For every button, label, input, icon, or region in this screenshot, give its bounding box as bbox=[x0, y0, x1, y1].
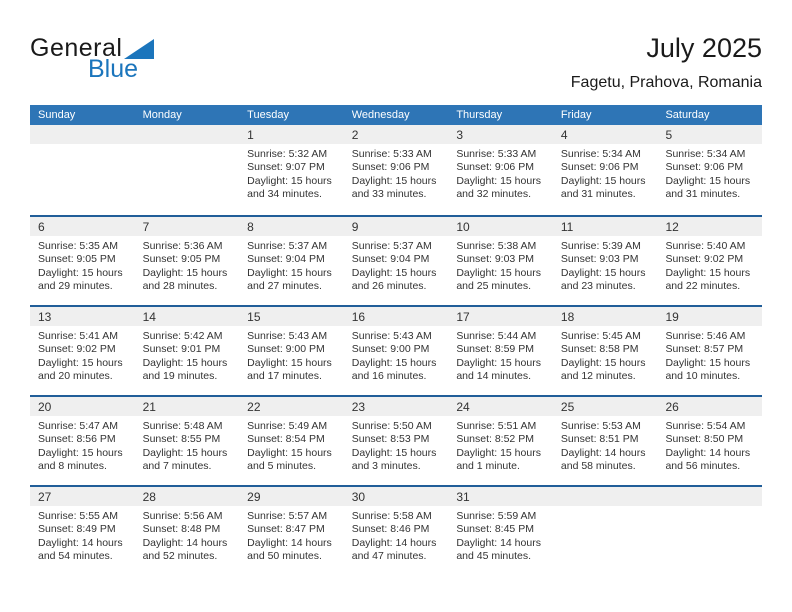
week-row bbox=[30, 125, 762, 215]
day-cell-21 bbox=[135, 397, 240, 485]
daylight-line-1: Daylight: 14 hours bbox=[142, 536, 228, 549]
sunrise-line: Sunrise: 5:41 AM bbox=[38, 330, 118, 342]
daylight-line-2: and 7 minutes. bbox=[142, 460, 212, 473]
sunrise-line: Sunrise: 5:36 AM bbox=[142, 240, 223, 252]
day-number: 10 bbox=[456, 220, 470, 234]
page-subtitle: Fagetu, Prahova, Romania bbox=[570, 74, 762, 92]
daylight-line-1: Daylight: 15 hours bbox=[142, 446, 228, 459]
sunset-line: Sunset: 8:59 PM bbox=[456, 343, 534, 356]
day-details bbox=[239, 144, 344, 202]
sunset-line: Sunset: 9:05 PM bbox=[142, 253, 221, 266]
daylight-line-1: Daylight: 15 hours bbox=[38, 266, 123, 279]
day-details bbox=[344, 506, 449, 564]
day-number: 4 bbox=[560, 128, 568, 142]
day-details bbox=[448, 144, 553, 202]
sunset-line: Sunset: 9:05 PM bbox=[38, 253, 116, 266]
day-number: 6 bbox=[38, 220, 45, 234]
sunset-line: Sunset: 8:58 PM bbox=[560, 343, 639, 356]
day-cell-empty bbox=[657, 487, 762, 575]
daylight-line-2: and 34 minutes. bbox=[247, 188, 322, 201]
day-details bbox=[344, 144, 449, 202]
day-number: 31 bbox=[456, 490, 470, 504]
daylight-line-2: and 28 minutes. bbox=[142, 280, 218, 293]
daylight-line-1: Daylight: 15 hours bbox=[456, 356, 541, 369]
daylight-line-1: Daylight: 15 hours bbox=[560, 356, 646, 369]
sunset-line: Sunset: 8:48 PM bbox=[142, 523, 221, 536]
day-cell-empty bbox=[553, 487, 658, 575]
day-cell-13 bbox=[30, 307, 135, 395]
sunrise-line: Sunrise: 5:42 AM bbox=[142, 330, 223, 342]
sunrise-line: Sunrise: 5:43 AM bbox=[247, 330, 328, 342]
sunset-line: Sunset: 9:03 PM bbox=[560, 253, 639, 266]
sunrise-line: Sunrise: 5:58 AM bbox=[351, 510, 432, 522]
day-cell-19 bbox=[657, 307, 762, 395]
day-number: 9 bbox=[351, 220, 359, 234]
sunrise-line: Sunrise: 5:53 AM bbox=[560, 420, 641, 432]
daylight-line-1: Daylight: 15 hours bbox=[351, 356, 437, 369]
day-number: 17 bbox=[456, 310, 470, 324]
daylight-line-1: Daylight: 15 hours bbox=[456, 446, 541, 459]
sunrise-line: Sunrise: 5:34 AM bbox=[665, 148, 746, 160]
day-number: 15 bbox=[247, 310, 261, 324]
day-details bbox=[448, 326, 553, 384]
daylight-line-2: and 50 minutes. bbox=[247, 550, 322, 563]
day-details bbox=[448, 236, 553, 294]
day-cell-16 bbox=[344, 307, 449, 395]
daylight-line-1: Daylight: 15 hours bbox=[38, 446, 123, 459]
daylight-line-2: and 23 minutes. bbox=[560, 280, 636, 293]
day-number: 8 bbox=[247, 220, 254, 234]
sunrise-line: Sunrise: 5:32 AM bbox=[247, 148, 328, 160]
day-details bbox=[135, 236, 240, 294]
day-details bbox=[30, 326, 135, 384]
daylight-line-2: and 5 minutes. bbox=[247, 460, 317, 473]
day-number: 16 bbox=[351, 310, 366, 324]
daylight-line-1: Daylight: 15 hours bbox=[560, 174, 646, 187]
day-cell-18 bbox=[553, 307, 658, 395]
calendar-body bbox=[30, 125, 762, 575]
day-cell-2 bbox=[344, 125, 449, 215]
day-details bbox=[239, 506, 344, 564]
day-number: 2 bbox=[351, 128, 359, 142]
day-number: 29 bbox=[247, 490, 261, 504]
daylight-line-2: and 26 minutes. bbox=[351, 280, 427, 293]
day-cell-empty bbox=[135, 125, 240, 215]
weekday-header-row bbox=[30, 105, 762, 125]
day-cell-11 bbox=[553, 217, 658, 305]
day-details bbox=[30, 416, 135, 474]
daylight-line-1: Daylight: 14 hours bbox=[351, 536, 437, 549]
day-cell-3 bbox=[448, 125, 553, 215]
day-details bbox=[239, 416, 344, 474]
day-number: 1 bbox=[247, 128, 254, 142]
day-number: 19 bbox=[665, 310, 679, 324]
daylight-line-1: Daylight: 14 hours bbox=[38, 536, 123, 549]
daylight-line-1: Daylight: 14 hours bbox=[665, 446, 751, 459]
day-cell-30 bbox=[344, 487, 449, 575]
sunset-line: Sunset: 9:00 PM bbox=[351, 343, 430, 356]
day-details bbox=[553, 416, 658, 474]
day-cell-28 bbox=[135, 487, 240, 575]
daylight-line-1: Daylight: 15 hours bbox=[351, 446, 437, 459]
week-row bbox=[30, 215, 762, 305]
day-details bbox=[30, 236, 135, 294]
sunrise-line: Sunrise: 5:34 AM bbox=[560, 148, 641, 160]
day-number: 21 bbox=[142, 400, 156, 414]
day-number: 3 bbox=[456, 128, 463, 142]
day-details bbox=[553, 326, 658, 384]
day-cell-empty bbox=[30, 125, 135, 215]
day-number: 7 bbox=[142, 220, 150, 234]
daylight-line-2: and 52 minutes. bbox=[142, 550, 218, 563]
sunrise-line: Sunrise: 5:48 AM bbox=[142, 420, 223, 432]
sunrise-line: Sunrise: 5:37 AM bbox=[247, 240, 328, 252]
daylight-line-1: Daylight: 15 hours bbox=[456, 174, 541, 187]
day-details bbox=[448, 416, 553, 474]
week-row bbox=[30, 395, 762, 485]
day-number: 5 bbox=[665, 128, 673, 142]
weekday-header-monday: Monday bbox=[142, 109, 182, 121]
sunrise-line: Sunrise: 5:43 AM bbox=[351, 330, 432, 342]
daylight-line-1: Daylight: 15 hours bbox=[142, 356, 228, 369]
day-cell-29 bbox=[239, 487, 344, 575]
day-cell-4 bbox=[553, 125, 658, 215]
sunset-line: Sunset: 8:47 PM bbox=[247, 523, 325, 536]
day-details bbox=[30, 506, 135, 564]
day-cell-1 bbox=[239, 125, 344, 215]
daylight-line-1: Daylight: 15 hours bbox=[665, 266, 751, 279]
sunrise-line: Sunrise: 5:55 AM bbox=[38, 510, 118, 522]
day-details bbox=[135, 506, 240, 564]
sunrise-line: Sunrise: 5:38 AM bbox=[456, 240, 537, 252]
day-details bbox=[239, 236, 344, 294]
sunset-line: Sunset: 9:00 PM bbox=[247, 343, 325, 356]
sunset-line: Sunset: 9:02 PM bbox=[38, 343, 116, 356]
sunrise-line: Sunrise: 5:59 AM bbox=[456, 510, 537, 522]
daylight-line-1: Daylight: 15 hours bbox=[351, 266, 437, 279]
sunrise-line: Sunrise: 5:39 AM bbox=[560, 240, 641, 252]
day-cell-14 bbox=[135, 307, 240, 395]
daylight-line-2: and 33 minutes. bbox=[351, 188, 427, 201]
day-details bbox=[657, 416, 762, 474]
daylight-line-1: Daylight: 14 hours bbox=[247, 536, 332, 549]
day-cell-26 bbox=[657, 397, 762, 485]
sunrise-line: Sunrise: 5:50 AM bbox=[351, 420, 432, 432]
daylight-line-2: and 16 minutes. bbox=[351, 370, 427, 383]
sunrise-line: Sunrise: 5:57 AM bbox=[247, 510, 328, 522]
daylight-line-1: Daylight: 15 hours bbox=[665, 356, 751, 369]
day-cell-25 bbox=[553, 397, 658, 485]
day-number: 22 bbox=[247, 400, 261, 414]
daylight-line-2: and 31 minutes. bbox=[665, 188, 741, 201]
sunrise-line: Sunrise: 5:40 AM bbox=[665, 240, 746, 252]
sunset-line: Sunset: 9:04 PM bbox=[247, 253, 325, 266]
sunrise-line: Sunrise: 5:47 AM bbox=[38, 420, 118, 432]
daylight-line-1: Daylight: 15 hours bbox=[38, 356, 123, 369]
weekday-header-friday: Friday bbox=[560, 109, 592, 121]
day-cell-24 bbox=[448, 397, 553, 485]
daylight-line-2: and 31 minutes. bbox=[560, 188, 636, 201]
sunset-line: Sunset: 9:07 PM bbox=[247, 161, 325, 174]
day-number: 27 bbox=[38, 490, 52, 504]
day-cell-9 bbox=[344, 217, 449, 305]
sunrise-line: Sunrise: 5:33 AM bbox=[351, 148, 432, 160]
weekday-header-sunday: Sunday bbox=[38, 109, 76, 121]
daylight-line-2: and 29 minutes. bbox=[38, 280, 113, 293]
daylight-line-1: Daylight: 14 hours bbox=[456, 536, 541, 549]
daylight-line-2: and 8 minutes. bbox=[38, 460, 107, 473]
day-number: 24 bbox=[456, 400, 470, 414]
day-cell-5 bbox=[657, 125, 762, 215]
sunrise-line: Sunrise: 5:51 AM bbox=[456, 420, 537, 432]
sunset-line: Sunset: 9:03 PM bbox=[456, 253, 534, 266]
day-cell-6 bbox=[30, 217, 135, 305]
sunset-line: Sunset: 8:54 PM bbox=[247, 433, 325, 446]
sunrise-line: Sunrise: 5:35 AM bbox=[38, 240, 118, 252]
day-cell-7 bbox=[135, 217, 240, 305]
day-number: 13 bbox=[38, 310, 52, 324]
daylight-line-1: Daylight: 15 hours bbox=[247, 356, 332, 369]
day-number: 25 bbox=[560, 400, 575, 414]
general-blue-logo bbox=[30, 36, 154, 82]
daylight-line-2: and 19 minutes. bbox=[142, 370, 218, 383]
sunset-line: Sunset: 9:06 PM bbox=[351, 161, 430, 174]
day-details bbox=[135, 416, 240, 474]
daylight-line-2: and 20 minutes. bbox=[38, 370, 113, 383]
daylight-line-2: and 47 minutes. bbox=[351, 550, 427, 563]
daylight-line-1: Daylight: 15 hours bbox=[560, 266, 646, 279]
daylight-line-2: and 45 minutes. bbox=[456, 550, 532, 563]
day-number: 18 bbox=[560, 310, 575, 324]
day-cell-12 bbox=[657, 217, 762, 305]
sunset-line: Sunset: 9:02 PM bbox=[665, 253, 744, 266]
day-cell-15 bbox=[239, 307, 344, 395]
sunset-line: Sunset: 8:52 PM bbox=[456, 433, 534, 446]
daylight-line-2: and 12 minutes. bbox=[560, 370, 636, 383]
weekday-header-saturday: Saturday bbox=[665, 109, 710, 121]
daylight-line-1: Daylight: 15 hours bbox=[247, 266, 332, 279]
day-details bbox=[657, 144, 762, 202]
daylight-line-2: and 25 minutes. bbox=[456, 280, 532, 293]
day-details bbox=[344, 326, 449, 384]
sunset-line: Sunset: 8:53 PM bbox=[351, 433, 430, 446]
day-number: 20 bbox=[38, 400, 52, 414]
daylight-line-2: and 14 minutes. bbox=[456, 370, 532, 383]
daylight-line-2: and 32 minutes. bbox=[456, 188, 532, 201]
day-details bbox=[657, 236, 762, 294]
calendar-grid bbox=[30, 105, 762, 575]
page-title: July 2025 bbox=[646, 33, 762, 63]
sunset-line: Sunset: 9:01 PM bbox=[142, 343, 221, 356]
daylight-line-1: Daylight: 15 hours bbox=[142, 266, 228, 279]
weekday-header-tuesday: Tuesday bbox=[247, 109, 289, 121]
daylight-line-2: and 3 minutes. bbox=[351, 460, 421, 473]
sunrise-line: Sunrise: 5:45 AM bbox=[560, 330, 641, 342]
logo-text-blue: Blue bbox=[88, 55, 139, 83]
weekday-header-thursday: Thursday bbox=[456, 109, 503, 121]
daylight-line-1: Daylight: 15 hours bbox=[351, 174, 437, 187]
day-details bbox=[135, 326, 240, 384]
sunset-line: Sunset: 8:56 PM bbox=[38, 433, 116, 446]
sunset-line: Sunset: 8:49 PM bbox=[38, 523, 116, 536]
day-details bbox=[553, 144, 658, 202]
day-details bbox=[553, 236, 658, 294]
day-number: 12 bbox=[665, 220, 679, 234]
day-details bbox=[344, 416, 449, 474]
day-cell-17 bbox=[448, 307, 553, 395]
sunset-line: Sunset: 9:06 PM bbox=[665, 161, 744, 174]
sunset-line: Sunset: 8:50 PM bbox=[665, 433, 744, 446]
day-number: 26 bbox=[665, 400, 679, 414]
day-details bbox=[344, 236, 449, 294]
daylight-line-2: and 54 minutes. bbox=[38, 550, 113, 563]
sunset-line: Sunset: 9:04 PM bbox=[351, 253, 430, 266]
day-cell-31 bbox=[448, 487, 553, 575]
daylight-line-2: and 27 minutes. bbox=[247, 280, 322, 293]
sunset-line: Sunset: 8:57 PM bbox=[665, 343, 744, 356]
day-details bbox=[657, 326, 762, 384]
daylight-line-2: and 58 minutes. bbox=[560, 460, 636, 473]
day-number: 14 bbox=[142, 310, 156, 324]
sunset-line: Sunset: 8:46 PM bbox=[351, 523, 430, 536]
sunrise-line: Sunrise: 5:46 AM bbox=[665, 330, 746, 342]
daylight-line-2: and 22 minutes. bbox=[665, 280, 741, 293]
day-cell-23 bbox=[344, 397, 449, 485]
sunrise-line: Sunrise: 5:54 AM bbox=[665, 420, 746, 432]
sunset-line: Sunset: 9:06 PM bbox=[456, 161, 534, 174]
daylight-line-1: Daylight: 15 hours bbox=[665, 174, 751, 187]
day-number: 11 bbox=[560, 220, 574, 234]
day-cell-27 bbox=[30, 487, 135, 575]
sunrise-line: Sunrise: 5:56 AM bbox=[142, 510, 223, 522]
day-number: 28 bbox=[142, 490, 156, 504]
daylight-line-2: and 10 minutes. bbox=[665, 370, 741, 383]
daylight-line-2: and 1 minute. bbox=[456, 460, 520, 473]
logo-text-general: General bbox=[30, 34, 123, 62]
day-cell-20 bbox=[30, 397, 135, 485]
day-number: 30 bbox=[351, 490, 366, 504]
sunset-line: Sunset: 8:51 PM bbox=[560, 433, 639, 446]
week-row bbox=[30, 485, 762, 575]
daylight-line-1: Daylight: 14 hours bbox=[560, 446, 646, 459]
week-row bbox=[30, 305, 762, 395]
sunset-line: Sunset: 8:45 PM bbox=[456, 523, 534, 536]
sunset-line: Sunset: 9:06 PM bbox=[560, 161, 639, 174]
daylight-line-2: and 17 minutes. bbox=[247, 370, 322, 383]
weekday-header-wednesday: Wednesday bbox=[351, 109, 410, 121]
title-block bbox=[571, 32, 762, 92]
sunrise-line: Sunrise: 5:33 AM bbox=[456, 148, 537, 160]
day-cell-22 bbox=[239, 397, 344, 485]
day-details bbox=[448, 506, 553, 564]
sunrise-line: Sunrise: 5:49 AM bbox=[247, 420, 328, 432]
day-cell-8 bbox=[239, 217, 344, 305]
daylight-line-2: and 56 minutes. bbox=[665, 460, 741, 473]
daylight-line-1: Daylight: 15 hours bbox=[247, 446, 332, 459]
daylight-line-1: Daylight: 15 hours bbox=[456, 266, 541, 279]
sunset-line: Sunset: 8:55 PM bbox=[142, 433, 221, 446]
sunrise-line: Sunrise: 5:37 AM bbox=[351, 240, 432, 252]
daylight-line-1: Daylight: 15 hours bbox=[247, 174, 332, 187]
sunrise-line: Sunrise: 5:44 AM bbox=[456, 330, 537, 342]
day-details bbox=[239, 326, 344, 384]
day-number: 23 bbox=[351, 400, 366, 414]
day-cell-10 bbox=[448, 217, 553, 305]
